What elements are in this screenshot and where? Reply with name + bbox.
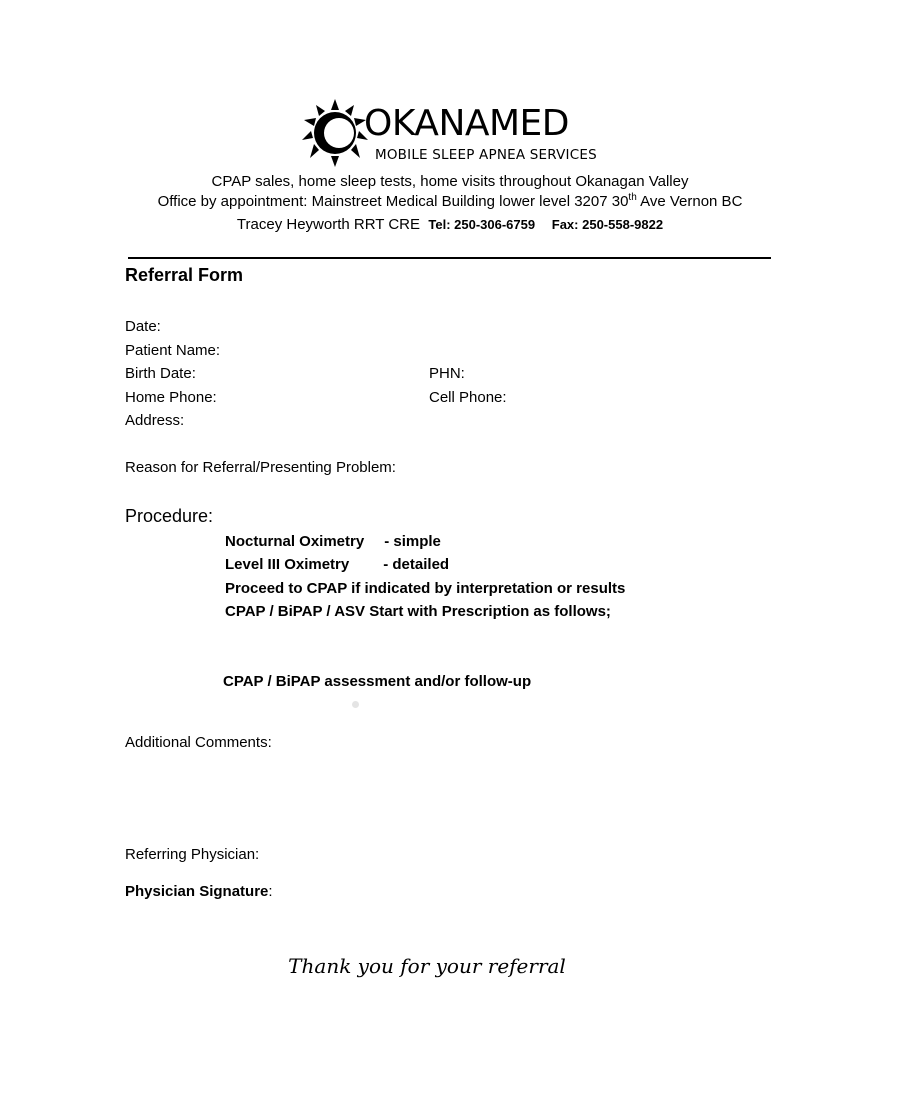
additional-comments-label: Additional Comments: [125, 734, 272, 751]
address-label: Address: [125, 412, 185, 429]
office-address-suffix: Ave Vernon BC [636, 193, 743, 210]
birth-date-label: Birth Date: [125, 365, 196, 382]
header-tagline: CPAP sales, home sleep tests, home visits throughout Okanagan Valley [211, 173, 689, 190]
referring-physician-label: Referring Physician: [125, 846, 260, 863]
procedure-item-cpap-assessment: CPAP / BiPAP assessment and/or follow-up [223, 673, 532, 690]
referral-reason-label: Reason for Referral/Presenting Problem: [125, 459, 396, 476]
procedure-item-cpap-start: CPAP / BiPAP / ASV Start with Prescription as follows; [225, 603, 611, 620]
office-address-sup: th [628, 192, 637, 203]
date-label: Date: [125, 318, 161, 335]
logo-wordmark: OKANAMED [364, 103, 570, 144]
header-office-address [0, 193, 900, 211]
okanamed-logo [300, 98, 600, 170]
cell-phone-label: Cell Phone: [429, 389, 507, 406]
contact-name: Tracey Heyworth RRT CRE [236, 216, 421, 233]
procedure-item-detail: - detailed [383, 556, 450, 573]
procedure-item-detail: - simple [384, 533, 441, 550]
procedure-title: Procedure: [125, 506, 214, 526]
phn-label: PHN: [429, 365, 465, 382]
procedure-item-name: Level III Oximetry [225, 556, 350, 573]
form-title: Referral Form [125, 265, 244, 285]
procedure-item-proceed-to-cpap: Proceed to CPAP if indicated by interpretation or results [225, 580, 626, 597]
contact-telephone: Tel: 250-306-6759 [428, 217, 536, 232]
stray-mark [352, 701, 359, 708]
thank-you-note: Thank you for your referral [288, 954, 566, 978]
signature-label-text: Physician Signature [125, 883, 269, 900]
signature-label-colon: : [268, 883, 273, 900]
header-divider [128, 257, 771, 259]
procedure-item-name: Nocturnal Oximetry [225, 533, 365, 550]
procedure-item-nocturnal-oximetry [225, 533, 441, 551]
logo-subtitle: MOBILE SLEEP APNEA SERVICES [375, 147, 597, 163]
physician-signature-label [125, 883, 273, 901]
office-address-text: Office by appointment: Mainstreet Medical Building lower level 3207 30 [157, 193, 629, 210]
procedure-item-level-iii-oximetry [225, 556, 449, 574]
contact-fax: Fax: 250-558-9822 [551, 217, 664, 232]
header-contact [0, 216, 900, 234]
home-phone-label: Home Phone: [125, 389, 217, 406]
sun-icon [300, 98, 370, 168]
patient-name-label: Patient Name: [125, 342, 221, 359]
